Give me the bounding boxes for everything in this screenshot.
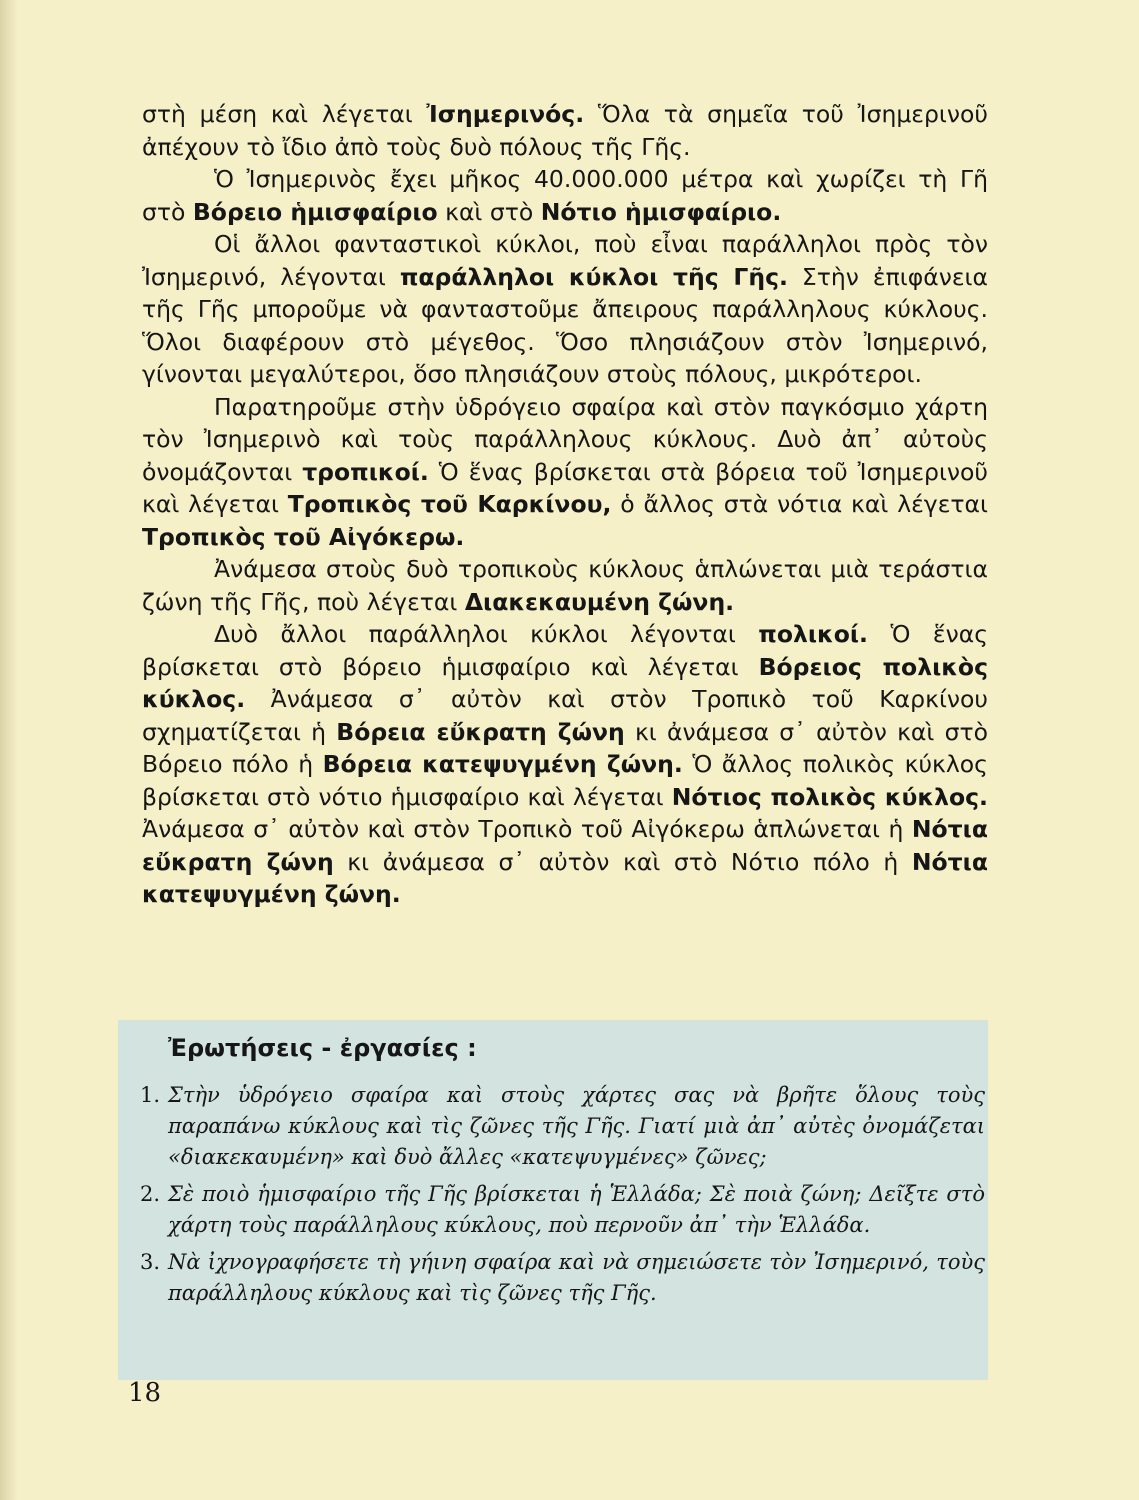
term-arctic-circle: Βόρειος πολικὸς κύκλος. — [142, 652, 989, 713]
paragraph-tropics: Παρατηροῦμε στὴν ὑδρόγειο σφαίρα καὶ στὸν παγκόσμιο χάρτη τὸν Ἰσημερινὸ καὶ τοὺς παράλληλους κύκλους. Δυὸ ἀπ᾽ αὐτοὺς ὀνομάζονται τροπικοί. Ὁ ἕνας βρίσκεται στὰ βόρεια τοῦ Ἰσημερινοῦ καὶ λέγεται Τροπικὸς τοῦ Καρκίνου, ὁ ἄλλος στὰ νότια καὶ λέγεται Τροπικὸς τοῦ Αἰγόκερω. — [142, 392, 988, 551]
page-edge-shadow — [0, 0, 18, 1500]
term-torrid-zone: Διακεκαυμένη ζώνη. — [464, 587, 735, 616]
question-item — [140, 1080, 985, 1173]
question-item — [140, 1247, 985, 1309]
term-antarctic-circle: Νότιος πολικὸς κύκλος. — [671, 782, 988, 811]
question-number: 3. — [140, 1250, 161, 1274]
term-northern-hemisphere: Βόρειο ἡμισφαίριο — [192, 197, 438, 226]
page-number: 18 — [128, 1378, 162, 1408]
question-item — [140, 1179, 985, 1241]
main-text — [142, 98, 988, 911]
questions-title: Ἐρωτήσεις - ἐργασίες : — [168, 1034, 477, 1062]
term-tropics: τροπικοί. — [302, 457, 429, 486]
term-equator: Ἰσημερινός. — [426, 100, 585, 128]
paragraph-parallels: Οἱ ἄλλοι φανταστικοὶ κύκλοι, ποὺ εἶναι παράλληλοι πρὸς τὸν Ἰσημερινό, λέγονται παράλληλοι κύκλοι τῆς Γῆς. Στὴν ἐπιφάνεια τῆς Γῆς μποροῦμε νὰ φανταστοῦμε ἄπειρους παράλληλους κύκλους. Ὅλοι διαφέρουν στὸ μέγεθος. Ὅσο πλησιάζουν στὸν Ἰσημερινό, γίνονται μεγαλύτεροι, ὅσο πλησιάζουν στοὺς πόλους, μικρότεροι. — [142, 230, 988, 388]
term-tropic-of-capricorn: Τροπικὸς τοῦ Αἰγόκερω. — [142, 522, 465, 551]
questions-list — [140, 1080, 985, 1315]
term-north-temperate-zone: Βόρεια εὔκρατη ζώνη — [336, 717, 625, 746]
paragraph-torrid-zone: Ἀνάμεσα στοὺς δυὸ τροπικοὺς κύκλους ἁπλώνεται μιὰ τεράστια ζώνη τῆς Γῆς, ποὺ λέγεται Διακεκαυμένη ζώνη. — [142, 555, 988, 616]
term-southern-hemisphere: Νότιο ἡμισφαίριο. — [540, 197, 782, 226]
paragraph-equator-intro: στὴ μέση καὶ λέγεται Ἰσημερινός. Ὅλα τὰ σημεῖα τοῦ Ἰσημερινοῦ ἀπέχουν τὸ ἴδιο ἀπὸ τοὺς δυὸ πόλους τῆς Γῆς. — [142, 100, 988, 161]
paragraph-equator-length: Ὁ Ἰσημερινὸς ἔχει μῆκος 40.000.000 μέτρα καὶ χωρίζει τὴ Γῆ στὸ Βόρειο ἡμισφαίριο καὶ στὸ Νότιο ἡμισφαίριο. — [142, 165, 988, 226]
term-south-frigid-zone: Νότια κατεψυγμένη ζώνη. — [142, 847, 988, 908]
question-text: Στὴν ὑδρόγειο σφαίρα καὶ στοὺς χάρτες σας νὰ βρῆτε ὅλους τοὺς παραπάνω κύκλους καὶ τὶς ζῶνες τῆς Γῆς. Γιατί μιὰ ἀπ᾽ αὐτὲς ὀνομάζεται «διακεκαυμένη» καὶ δυὸ ἄλλες «κατεψυγμένες» ζῶνες; — [168, 1083, 985, 1169]
question-text: Νὰ ἰχνογραφήσετε τὴ γήινη σφαίρα καὶ νὰ σημειώσετε τὸν Ἰσημερινό, τοὺς παράλληλους κύκλους καὶ τὶς ζῶνες τῆς Γῆς. — [168, 1250, 985, 1305]
term-polar: πολικοί. — [758, 620, 868, 648]
questions-box — [118, 1020, 988, 1380]
paragraph-polar-circles: Δυὸ ἄλλοι παράλληλοι κύκλοι λέγονται πολικοί. Ὁ ἕνας βρίσκεται στὸ βόρειο ἡμισφαίριο καὶ λέγεται Βόρειος πολικὸς κύκλος. Ἀνάμεσα σ᾽ αὐτὸν καὶ στὸν Τροπικὸ τοῦ Καρκίνου σχηματίζεται ἡ Βόρεια εὔκρατη ζώνη κι ἀνάμεσα σ᾽ αὐτὸν καὶ στὸ Βόρειο πόλο ἡ Βόρεια κατεψυγμένη ζώνη. Ὁ ἄλλος πολικὸς κύκλος βρίσκεται στὸ νότιο ἡμισφαίριο καὶ λέγεται Νότιος πολικὸς κύκλος. Ἀνάμεσα σ᾽ αὐτὸν καὶ στὸν Τροπικὸ τοῦ Αἰγόκερω ἁπλώνεται ἡ Νότια εὔκρατη ζώνη κι ἀνάμεσα σ᾽ αὐτὸν καὶ στὸ Νότιο πόλο ἡ Νότια κατεψυγμένη ζώνη. — [142, 620, 989, 908]
term-parallel-circles: παράλληλοι κύκλοι τῆς Γῆς. — [399, 262, 788, 291]
term-tropic-of-cancer: Τροπικὸς τοῦ Καρκίνου, — [287, 490, 612, 518]
question-text: Σὲ ποιὸ ἡμισφαίριο τῆς Γῆς βρίσκεται ἡ Ἑλλάδα; Σὲ ποιὰ ζώνη; Δεῖξτε στὸ χάρτη τοὺς παράλληλους κύκλους, ποὺ περνοῦν ἀπ᾽ τὴν Ἑλλάδα. — [168, 1182, 985, 1237]
term-north-frigid-zone: Βόρεια κατεψυγμένη ζώνη. — [322, 750, 683, 778]
term-south-temperate-zone: Νότια εὔκρατη ζώνη — [142, 815, 988, 876]
question-number: 1. — [140, 1083, 161, 1107]
question-number: 2. — [140, 1182, 161, 1206]
